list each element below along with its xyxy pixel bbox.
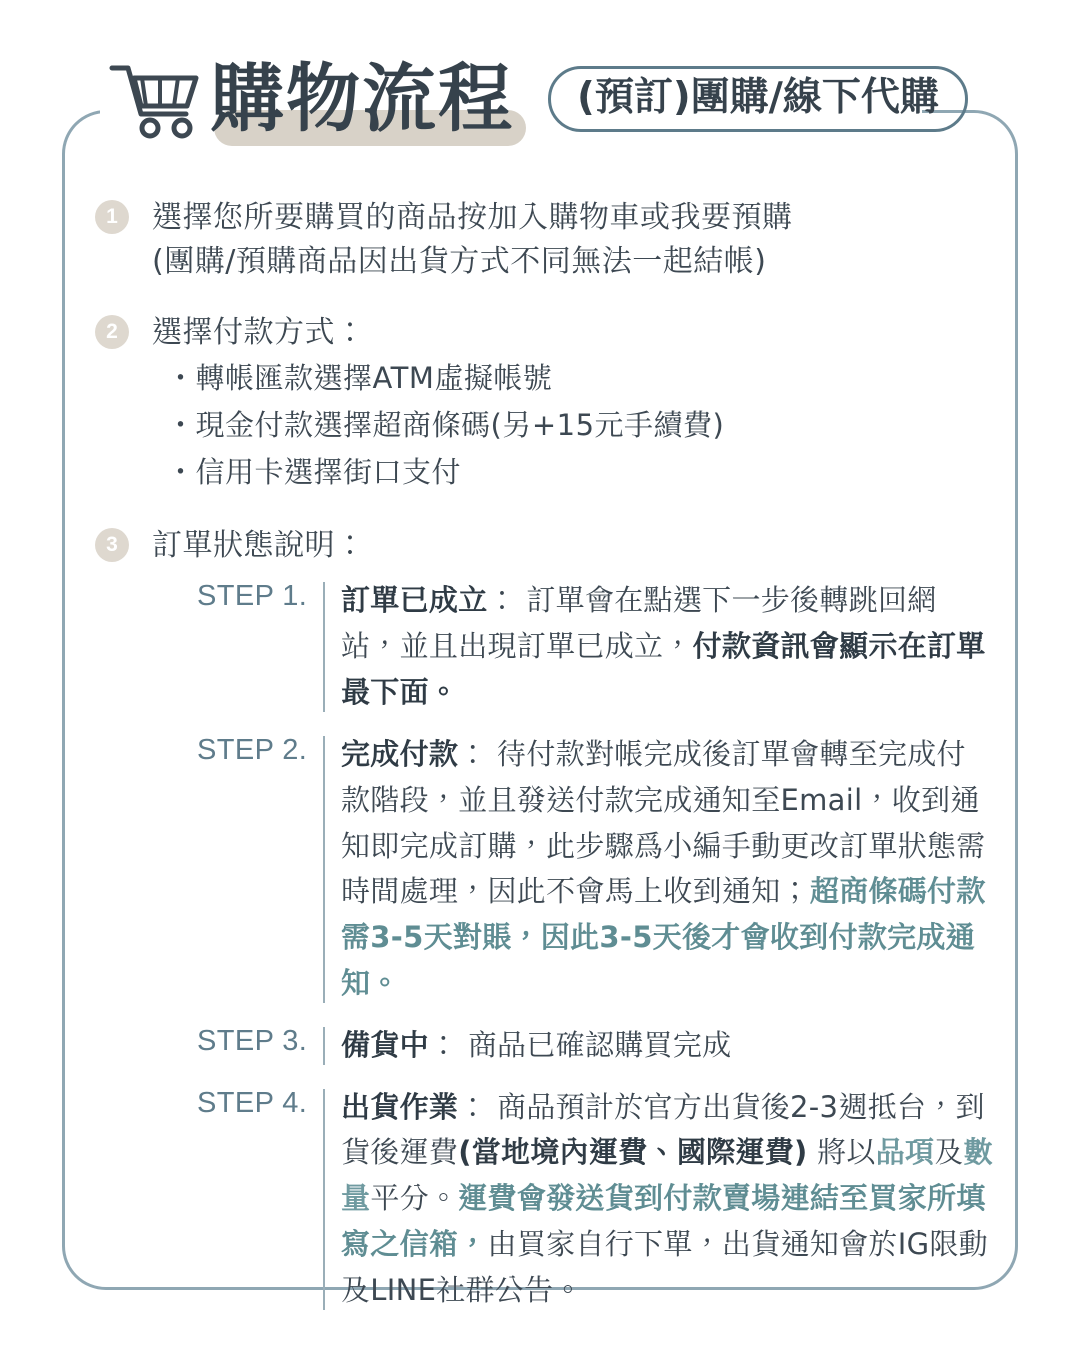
- step-body: [95, 524, 995, 1314]
- order-step-colon: ：: [458, 1089, 488, 1124]
- order-step-body-bold: 付款資訊會顯示在訂單最下面。: [341, 629, 986, 710]
- page-title-wrap: [210, 56, 514, 142]
- order-step-body-accent: 運費會發送貨到付款賣場連結至買家所填寫之信箱，: [341, 1181, 986, 1262]
- order-step-accent-qty: 數量: [341, 1135, 993, 1216]
- order-step-text: [341, 732, 995, 1007]
- header: [108, 58, 968, 140]
- order-step-body: 待付款對帳完成後訂單會轉至完成付款階段，並且發送付款完成通知至Email，收到通知即完成訂購，此步驟爲小編手動更改訂單狀態需時間處理，因此不會馬上收到通知；: [341, 736, 986, 909]
- step-block-2: [95, 311, 995, 496]
- shopping-cart-icon: [108, 58, 204, 140]
- order-step-title: 訂單已成立: [341, 583, 488, 618]
- step-block-1: [95, 196, 995, 285]
- order-step-body: 平分。: [370, 1181, 459, 1216]
- page-title: 購物流程: [210, 56, 514, 142]
- order-step-title: 備貨中: [341, 1027, 429, 1062]
- order-step-accent-item: 品項: [875, 1135, 935, 1170]
- order-step-body: 將以: [807, 1135, 876, 1170]
- order-status-list: [152, 578, 995, 1313]
- order-step-colon: ：: [458, 736, 488, 771]
- order-step-title: 完成付款: [341, 736, 459, 771]
- order-step-body: 由買家自行下單，出貨通知會於IG限動及LINE社群公告。: [341, 1227, 988, 1307]
- order-step-row: [197, 1023, 995, 1069]
- step-body: [95, 311, 995, 496]
- order-step-body: 訂單會在點選下一步後轉跳回網站，並且出現訂單已成立，: [341, 583, 937, 664]
- payment-option: ・ 信用卡選擇街口支付: [152, 449, 995, 496]
- order-step-row: [197, 578, 995, 715]
- step-line: 選擇付款方式：: [152, 314, 366, 350]
- step-line: 訂單狀態說明：: [152, 528, 366, 564]
- step-line: 選擇您所要購買的商品按加入購物車或我要預購: [152, 200, 793, 235]
- step-body: [95, 196, 995, 285]
- order-step-colon: ：: [428, 1027, 459, 1062]
- order-step-body-bold: (當地境內運費、國際運費): [458, 1135, 808, 1170]
- main-content: [95, 196, 995, 1330]
- order-step-body-accent: 超商條碼付款需3-5天對賬，因此3-5天後才會收到付款完成通知。: [341, 874, 986, 1000]
- order-step-label: STEP 4.: [197, 1086, 308, 1119]
- order-step-text: [341, 1023, 995, 1069]
- step-number-badge: 1: [95, 200, 129, 234]
- step-number-badge: 2: [95, 315, 129, 349]
- order-step-text: [341, 578, 995, 715]
- payment-option: ・ 現金付款選擇超商條碼(另+15元手續費): [152, 402, 995, 449]
- order-step-divider: [323, 736, 325, 1003]
- order-step-divider: [323, 582, 325, 711]
- step-block-3: [95, 524, 995, 1314]
- header-badge: (預訂)團購/線下代購: [548, 66, 968, 132]
- order-step-row: [197, 732, 995, 1007]
- order-step-divider: [323, 1027, 325, 1065]
- order-step-title: 出貨作業: [341, 1089, 459, 1124]
- order-step-colon: ：: [487, 583, 517, 618]
- order-step-body: 商品預計於官方出貨後2-3週抵台，到貨後運費: [341, 1089, 985, 1170]
- step-number-badge: 3: [95, 528, 129, 562]
- payment-option: ・ 轉帳匯款選擇ATM虛擬帳號: [152, 355, 995, 402]
- step-line: (團購/預購商品因出貨方式不同無法一起結帳): [152, 244, 767, 280]
- order-step-label: STEP 3.: [197, 1024, 308, 1057]
- order-step-body: 商品已確認購買完成: [467, 1027, 732, 1062]
- order-step-text: [341, 1085, 995, 1314]
- order-step-row: [197, 1085, 995, 1314]
- order-step-label: STEP 1.: [197, 580, 308, 613]
- order-step-body: 及: [934, 1135, 964, 1170]
- order-step-divider: [323, 1089, 325, 1310]
- order-step-label: STEP 2.: [197, 733, 308, 766]
